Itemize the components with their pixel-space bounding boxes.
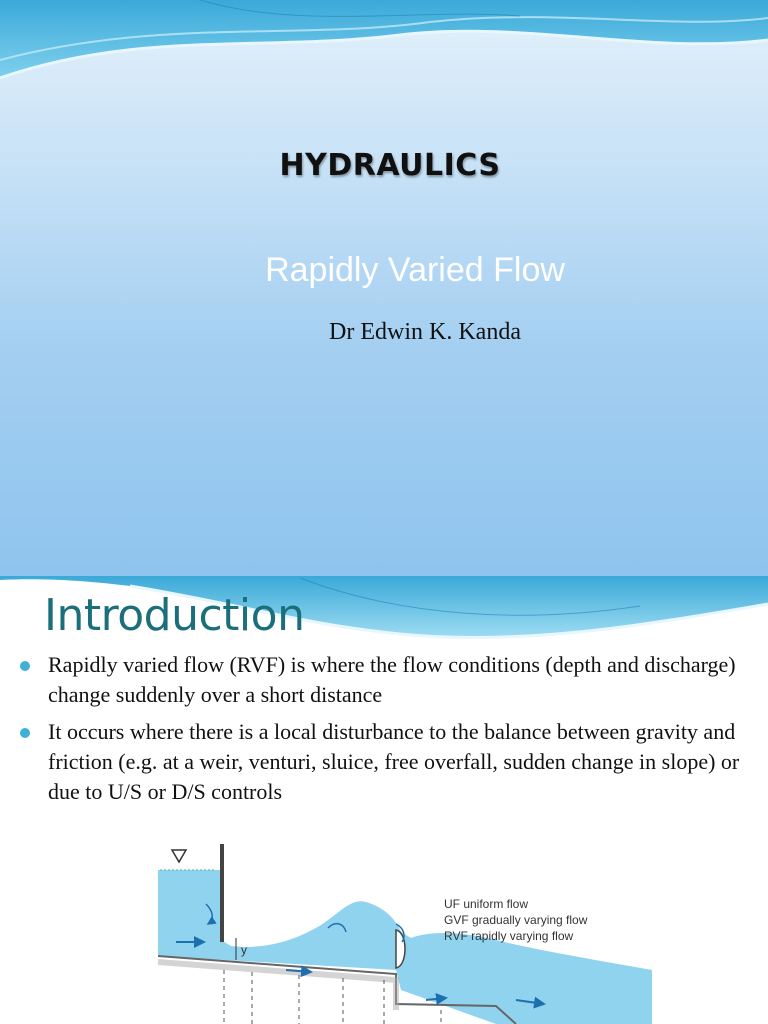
bullet-text: Rapidly varied flow (RVF) is where the flow conditions (depth and discharge) change suddenly over a short distance (48, 652, 736, 707)
legend-rvf: RVF rapidly varying flow (444, 929, 574, 943)
slide-title: HYDRAULICS (279, 148, 501, 183)
bullet-icon (20, 661, 30, 671)
legend-gvf: GVF gradually varying flow (444, 913, 588, 927)
list-item (16, 650, 756, 710)
introduction-slide (0, 576, 768, 1024)
slide-subtitle: Rapidly Varied Flow (265, 251, 565, 289)
bullet-icon (20, 728, 30, 738)
depth-symbol: y (241, 943, 247, 957)
section-heading: Introduction (44, 590, 305, 641)
list-item (16, 717, 756, 807)
wave-decoration (0, 0, 768, 90)
author-name: Dr Edwin K. Kanda (329, 319, 521, 345)
flow-diagram (96, 820, 652, 1024)
bullet-list (16, 650, 756, 814)
water-level-icon (172, 850, 186, 862)
legend-uf: UF uniform flow (444, 897, 529, 911)
sluice-gate (220, 844, 224, 942)
bullet-text: It occurs where there is a local disturbance to the balance between gravity and friction (e.g. at a weir, venturi, sluice, free overfall, sudden change in slope) or due to U/S or D/S controls (48, 719, 740, 804)
